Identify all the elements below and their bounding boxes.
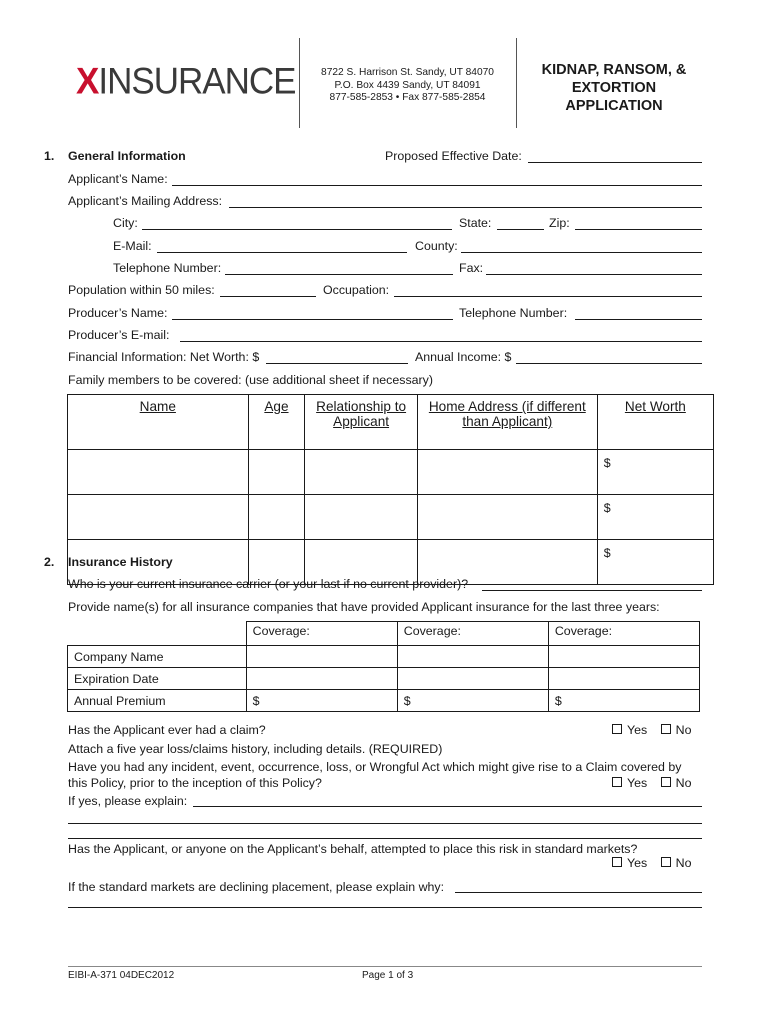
section-number: 1.	[44, 149, 55, 163]
current-carrier-label: Who is your current insurance carrier (or your last if no current provider)?	[68, 577, 469, 591]
coverage-label: Coverage:	[397, 622, 548, 646]
coverage-header-row	[68, 622, 700, 646]
company-logo	[76, 61, 296, 103]
proposed-effective-date-label: Proposed Effective Date:	[385, 149, 522, 163]
producer-email-label: Producer’s E-mail:	[68, 328, 170, 342]
form-title-line: KIDNAP, RANSOM, &	[541, 62, 687, 78]
coverage-label: Coverage:	[246, 622, 397, 646]
section-heading: General Information	[68, 149, 186, 163]
net-worth-cell[interactable]: $	[597, 495, 713, 540]
zip-field[interactable]	[575, 229, 702, 230]
coverage-label: Coverage:	[548, 622, 699, 646]
zip-label: Zip:	[549, 216, 570, 230]
applicant-name-label: Applicant’s Name:	[68, 172, 168, 186]
yes-checkbox[interactable]	[612, 777, 622, 787]
email-field[interactable]	[157, 252, 407, 253]
address-line: 8722 S. Harrison St. Sandy, UT 84070	[321, 67, 494, 78]
annual-premium-label: Annual Premium	[68, 690, 247, 712]
phone-fax-line: 877-585-2853 • Fax 877-585-2854	[329, 92, 486, 103]
header-text: Age	[264, 399, 289, 414]
logo-wordmark: INSURANCE	[98, 61, 296, 102]
net-worth-label: Financial Information: Net Worth: $	[68, 350, 260, 364]
company-address	[305, 67, 510, 105]
yes-label: Yes	[627, 776, 648, 790]
mailing-address-field[interactable]	[229, 207, 702, 208]
state-field[interactable]	[497, 229, 544, 230]
occupation-label: Occupation:	[323, 283, 390, 297]
form-title-line: APPLICATION	[565, 98, 663, 114]
expiration-date-label: Expiration Date	[68, 668, 247, 690]
section-number: 2.	[44, 555, 55, 569]
net-worth-cell[interactable]: $	[597, 540, 713, 585]
producer-telephone-label: Telephone Number:	[459, 306, 568, 320]
form-title-line: EXTORTION	[571, 80, 657, 96]
fax-label: Fax:	[459, 261, 484, 275]
header-net-worth	[597, 395, 713, 450]
table-row	[68, 646, 700, 668]
empty-corner	[68, 622, 247, 646]
no-label: No	[675, 723, 692, 737]
header-name	[68, 395, 249, 450]
fax-field[interactable]	[486, 274, 702, 275]
header-text: Relationship to	[316, 399, 407, 414]
header-text: than Applicant)	[462, 414, 553, 429]
form-title	[520, 61, 708, 115]
no-checkbox[interactable]	[661, 857, 671, 867]
header-divider-right	[516, 38, 517, 128]
no-label: No	[675, 856, 692, 870]
company-name-cell[interactable]	[397, 646, 548, 668]
page-number: Page 1 of 3	[362, 970, 414, 981]
producer-email-field[interactable]	[180, 341, 702, 342]
yes-checkbox[interactable]	[612, 857, 622, 867]
relationship-cell[interactable]	[305, 495, 418, 540]
annual-income-label: Annual Income: $	[415, 350, 512, 364]
attach-history-label: Attach a five year loss/claims history, including details. (REQUIRED)	[68, 742, 443, 756]
yes-label: Yes	[627, 856, 648, 870]
producer-name-label: Producer’s Name:	[68, 306, 168, 320]
incident-question-line1: Have you had any incident, event, occurrence, loss, or Wrongful Act which might give rise to a Claim covered by	[68, 760, 682, 774]
family-members-label: Family members to be covered: (use additional sheet if necessary)	[68, 373, 433, 387]
address-cell[interactable]	[417, 450, 597, 495]
no-checkbox[interactable]	[661, 777, 671, 787]
declining-placement-field-line[interactable]	[68, 907, 702, 908]
company-name-cell[interactable]	[246, 646, 397, 668]
producer-telephone-field[interactable]	[575, 319, 702, 320]
explain-field-line[interactable]	[193, 806, 702, 807]
header-text: Applicant	[333, 414, 390, 429]
occupation-field[interactable]	[394, 296, 702, 297]
annual-income-field[interactable]	[516, 363, 702, 364]
email-label: E-Mail:	[113, 239, 152, 253]
header-divider-left	[299, 38, 300, 128]
company-name-cell[interactable]	[548, 646, 699, 668]
annual-premium-cell[interactable]: $	[246, 690, 397, 712]
county-field[interactable]	[461, 252, 702, 253]
table-row	[68, 450, 714, 495]
expiration-date-cell[interactable]	[548, 668, 699, 690]
population-field[interactable]	[220, 296, 316, 297]
had-claim-options	[612, 723, 692, 737]
footer-divider	[68, 966, 702, 967]
family-table-header	[68, 395, 714, 450]
yes-label: Yes	[627, 723, 648, 737]
city-field[interactable]	[142, 229, 452, 230]
state-label: State:	[459, 216, 492, 230]
standard-markets-label: Has the Applicant, or anyone on the Applicant’s behalf, attempted to place this risk in standard markets?	[68, 842, 638, 856]
relationship-cell[interactable]	[305, 450, 418, 495]
explain-field-line[interactable]	[68, 838, 702, 839]
incident-question-line2: this Policy, prior to the inception of this Policy?	[68, 776, 322, 790]
annual-premium-cell[interactable]: $	[548, 690, 699, 712]
producer-name-field[interactable]	[172, 319, 453, 320]
telephone-label: Telephone Number:	[113, 261, 222, 275]
name-cell[interactable]	[68, 450, 249, 495]
address-line: P.O. Box 4439 Sandy, UT 84091	[334, 79, 481, 91]
incident-options	[612, 776, 692, 790]
form-id: EIBI-A-371 04DEC2012	[68, 970, 175, 981]
age-cell[interactable]	[248, 495, 305, 540]
population-label: Population within 50 miles:	[68, 283, 215, 297]
provide-names-label: Provide name(s) for all insurance companies that have provided Applicant insurance for the last three years:	[68, 600, 660, 614]
declining-placement-label: If the standard markets are declining placement, please explain why:	[68, 880, 445, 894]
logo-x: X	[76, 61, 99, 102]
no-label: No	[675, 776, 692, 790]
header-relationship	[305, 395, 418, 450]
explain-field-line[interactable]	[68, 823, 702, 824]
annual-premium-cell[interactable]: $	[397, 690, 548, 712]
mailing-address-label: Applicant’s Mailing Address:	[68, 194, 223, 208]
header-text: Net Worth	[624, 399, 686, 414]
if-yes-explain-label: If yes, please explain:	[68, 794, 188, 808]
net-worth-cell[interactable]: $	[597, 450, 713, 495]
applicant-name-field[interactable]	[172, 185, 702, 186]
name-cell[interactable]	[68, 495, 249, 540]
no-checkbox[interactable]	[661, 724, 671, 734]
standard-markets-options	[612, 856, 692, 870]
section-heading: Insurance History	[68, 555, 173, 569]
age-cell[interactable]	[248, 450, 305, 495]
proposed-effective-date-field[interactable]	[528, 162, 702, 163]
header-text: Home Address (if different	[428, 399, 586, 414]
city-label: City:	[113, 216, 138, 230]
header-text: Name	[139, 399, 176, 414]
yes-checkbox[interactable]	[612, 724, 622, 734]
county-label: County:	[415, 239, 458, 253]
declining-placement-field[interactable]	[455, 892, 702, 893]
had-claim-label: Has the Applicant ever had a claim?	[68, 723, 266, 737]
coverage-history-table	[67, 621, 700, 712]
address-cell[interactable]	[417, 495, 597, 540]
header-home-address	[417, 395, 597, 450]
expiration-date-cell[interactable]	[397, 668, 548, 690]
table-row	[68, 690, 700, 712]
current-carrier-field[interactable]	[482, 590, 702, 591]
telephone-field[interactable]	[225, 274, 453, 275]
header-age	[248, 395, 305, 450]
expiration-date-cell[interactable]	[246, 668, 397, 690]
table-row	[68, 495, 714, 540]
company-name-label: Company Name	[68, 646, 247, 668]
table-row	[68, 668, 700, 690]
net-worth-field[interactable]	[266, 363, 408, 364]
